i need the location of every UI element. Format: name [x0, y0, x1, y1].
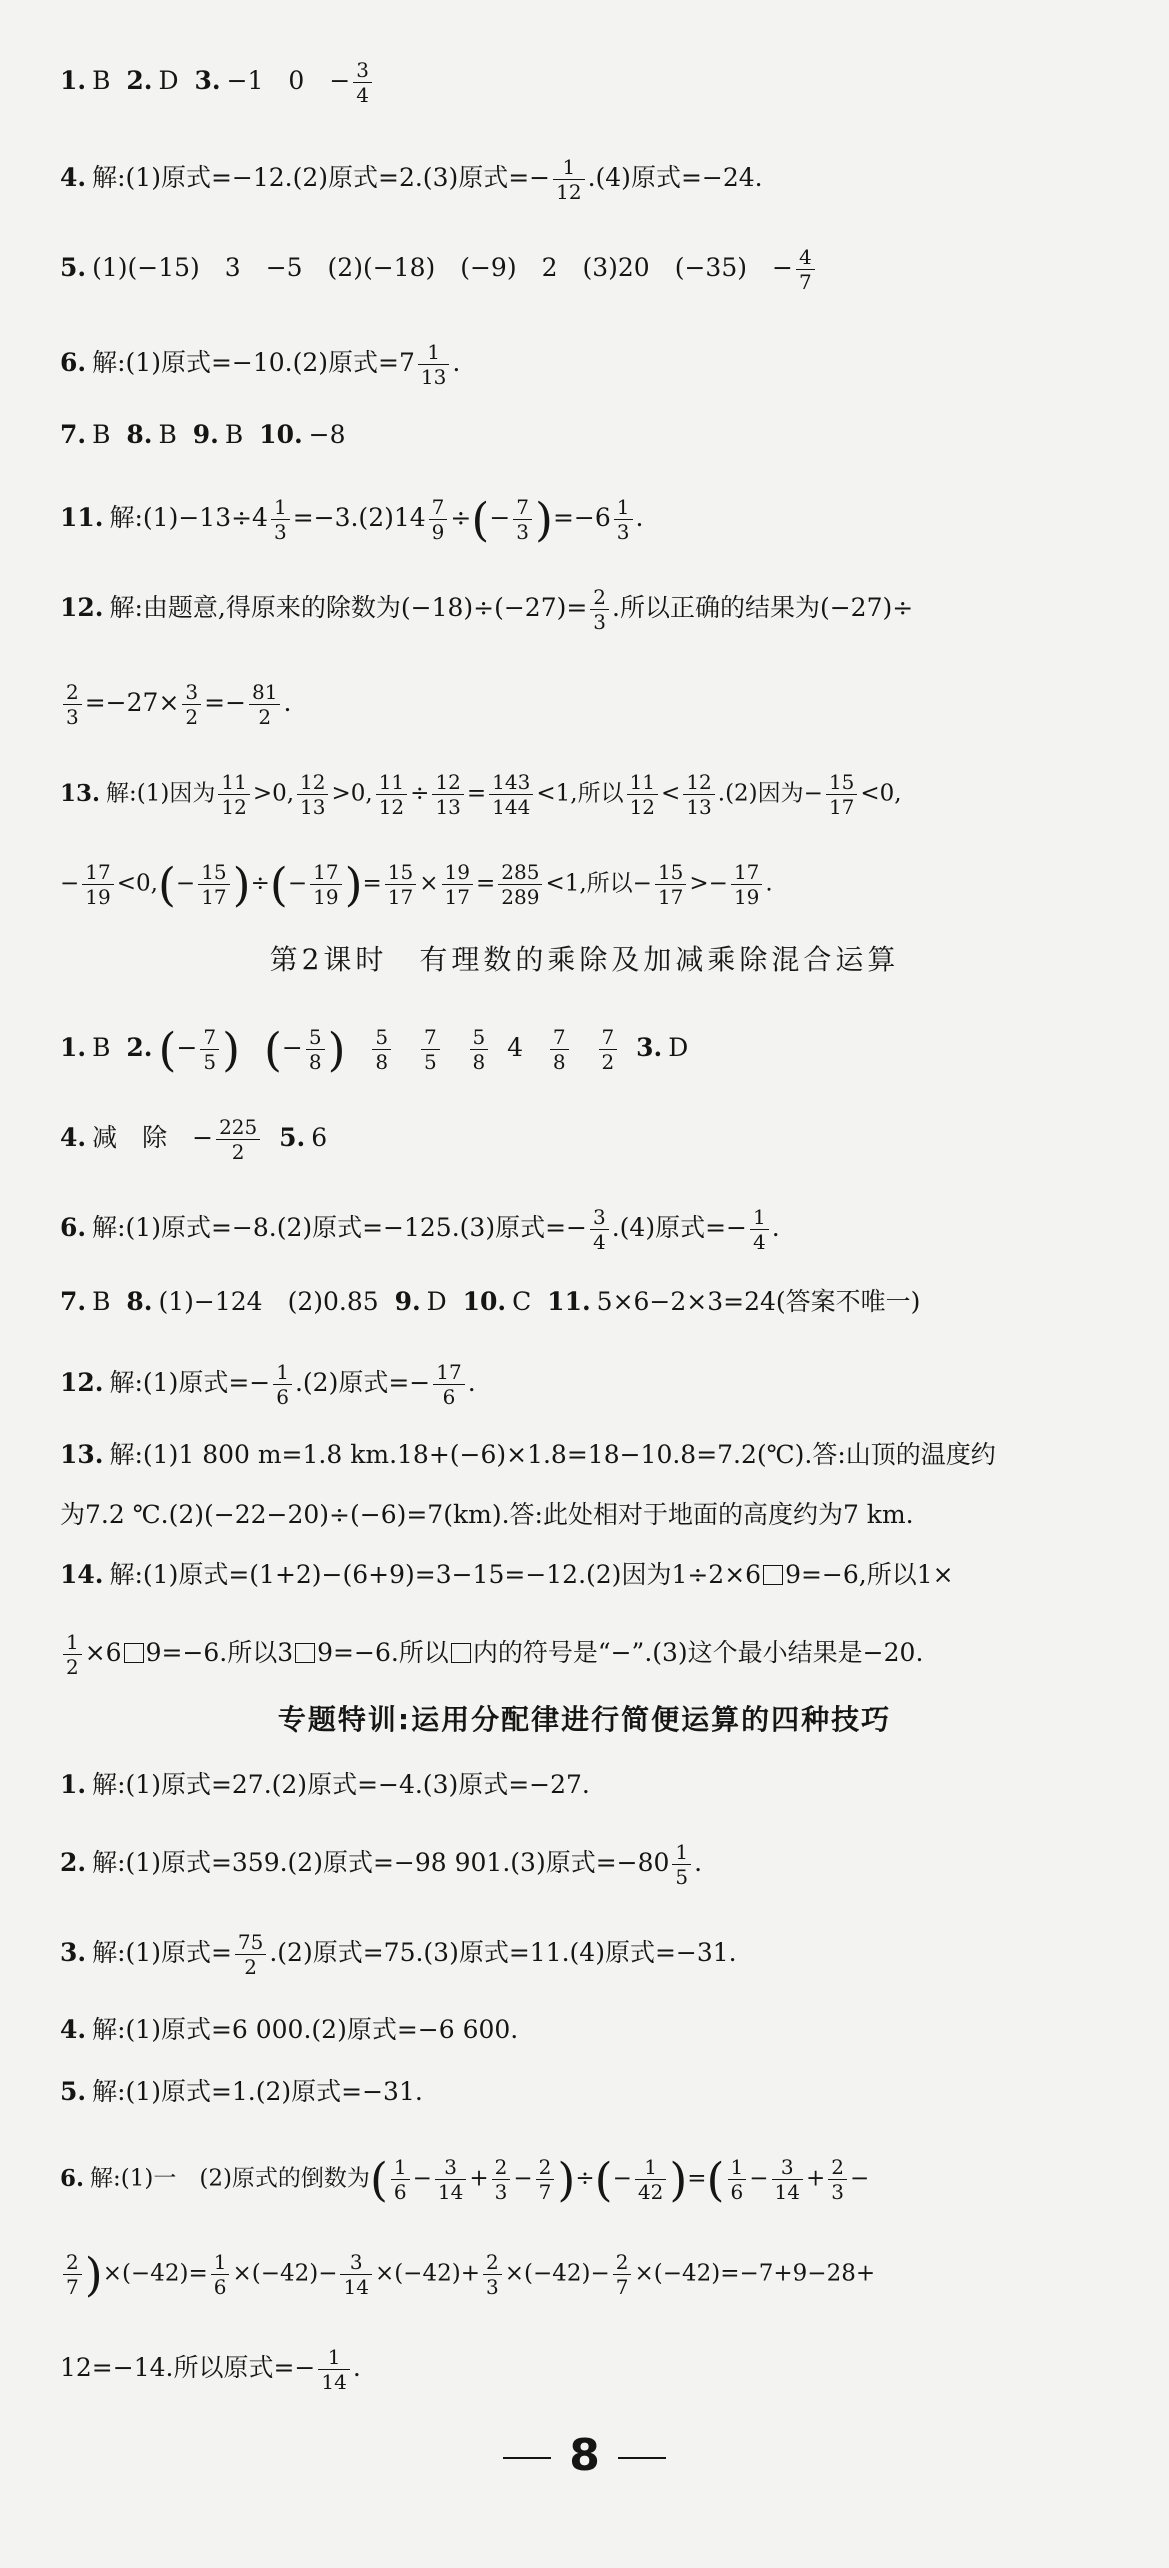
answer-line-13: 13. 解:(1)因为 $\frac{11}{12}$ >0, $\frac{12}{13}$ >0, $\frac{11}{12}$ ÷ $\frac{12}{13}$ = $\frac{143}{144}$ <1,所以 $\frac{11}{12}$ < $\frac{12}{13}$ .(2)因为− $\frac{15}{17}$ <0, [60, 770, 902, 819]
answer-line-14: 14. 解:(1)原式=(1+2)−(6+9)=3−15=−12.(2)因为1÷2×6 9=−6,所以1× [60, 1560, 954, 1589]
answer-line-13: 13. 解:(1)1 800 m=1.8 km.18+(−6)×1.8=18−10.8=7.2(℃).答:山顶的温度约 [60, 1440, 996, 1469]
section-heading: 第2课时 有理数的乘除及加减乘除混合运算 [269, 943, 900, 976]
answer-line-5: 5. (1)(−15) 3 −5 (2)(−18) (−9) 2 (3)20 (−35) − $\frac{4}{7}$ [60, 245, 1115, 294]
blank-box [124, 1643, 144, 1663]
answer-line-14-cont: $\frac{1}{2}$ ×6 9=−6.所以3 9=−6.所以 内的符号是“−”.(3)这个最小结果是−20. [60, 1630, 1115, 1679]
answer-line-6-end: 12=−14.所以原式=− $\frac{1}{14}$ . [60, 2345, 361, 2394]
answer-line-6-cont: $\frac{2}{7}$ )×(−42)= $\frac{1}{6}$ ×(−42)− $\frac{3}{14}$ ×(−42)+ $\frac{2}{3}$ ×(−42)− $\frac{2}{7}$ ×(−42)=−7+9−28+ [60, 2250, 1115, 2299]
answer-line-6: 6. 解:(1)原式=−10.(2)原式=7 $\frac{1}{13}$ . [60, 340, 461, 389]
answer-line-1: 1. 解:(1)原式=27.(2)原式=−4.(3)原式=−27. [60, 1770, 590, 1799]
answer-line-6: 6. 解:(1)一 (2)原式的倒数为( $\frac{1}{6}$ − $\frac{3}{14}$ + $\frac{2}{3}$ − $\frac{2}{7}$ )÷(− $\frac{1}{42}$ )=( $\frac{1}{6}$ − $\frac{3}{14}$ + $\frac{2}{3}$ − [60, 2152, 870, 2207]
dash-decoration [618, 2457, 666, 2459]
section-heading: 专题特训:运用分配律进行简便运算的四种技巧 [277, 1703, 892, 1736]
answer-line-11: 11. 解:(1)−13÷4 $\frac{1}{3}$ =−3.(2)14 $\frac{7}{9}$ ÷(− $\frac{7}{3}$ )=−6 $\frac{1}{3}$ . [60, 492, 644, 547]
answer-line-13-cont: − $\frac{17}{19}$ <0,(− $\frac{15}{17}$ )÷(− $\frac{17}{19}$ )= $\frac{15}{17}$ × $\frac{19}{17}$ = $\frac{285}{289}$ <1,所以− $\frac{15}{17}$ >− $\frac{17}{19}$ . [60, 857, 773, 912]
answer-line-6: 6. 解:(1)原式=−8.(2)原式=−125.(3)原式=− $\frac{3}{4}$ .(4)原式=− $\frac{1}{4}$ . [60, 1205, 780, 1254]
answer-line-1-3: 1. B 2. (− $\frac{7}{5}$ ) (− $\frac{5}{8}$ ) $\frac{5}{8}$ $\frac{7}{5}$ $\frac{5}{8}$ 4 $\frac{7}{8}$ $\frac{7}{2}$ 3. D [60, 1022, 689, 1077]
blank-box [451, 1643, 471, 1663]
answer-line-12: 12. 解:(1)原式=− $\frac{1}{6}$ .(2)原式=− $\frac{17}{6}$ . [60, 1360, 476, 1409]
answer-line-4: 4. 解:(1)原式=−12.(2)原式=2.(3)原式=− $\frac{1}{12}$ .(4)原式=−24. [60, 155, 763, 204]
answer-line-7-11: 7. B 8. (1)−124 (2)0.85 9. D 10. C 11. 5×6−2×3=24(答案不唯一) [60, 1287, 921, 1316]
fraction: $\frac{4}{7}$ [796, 245, 815, 294]
answer-line-4-5: 4. 减 除 − $\frac{225}{2}$ 5. 6 [60, 1115, 328, 1164]
answer-line-12: 12. 解:由题意,得原来的除数为(−18)÷(−27)= $\frac{2}{3}$ .所以正确的结果为(−27)÷ [60, 585, 914, 634]
answer-line-12-cont: $\frac{2}{3}$ =−27× $\frac{3}{2}$ =− $\frac{81}{2}$ . [60, 680, 1115, 729]
fraction: $\frac{1}{13}$ [418, 340, 449, 389]
page-number: 8 [0, 2430, 1169, 2481]
answer-line-4: 4. 解:(1)原式=6 000.(2)原式=−6 600. [60, 2015, 519, 2044]
fraction: $\frac{1}{12}$ [553, 155, 584, 204]
answer-line-3: 3. 解:(1)原式= $\frac{75}{2}$ .(2)原式=75.(3)原式=11.(4)原式=−31. [60, 1930, 737, 1979]
blank-box [763, 1565, 783, 1585]
blank-box [295, 1643, 315, 1663]
answer-line-1-3: 1. B 2. D 3. −1 0 − $\frac{3}{4}$ [60, 58, 1115, 107]
dash-decoration [503, 2457, 551, 2459]
answer-line-5: 5. 解:(1)原式=1.(2)原式=−31. [60, 2077, 423, 2106]
answer-line-2: 2. 解:(1)原式=359.(2)原式=−98 901.(3)原式=−80 $\frac{1}{5}$ . [60, 1840, 703, 1889]
answer-line-13-cont: 为7.2 ℃.(2)(−22−20)÷(−6)=7(km).答:此处相对于地面的高度约为7 km. [60, 1500, 914, 1529]
fraction: $\frac{3}{4}$ [353, 58, 372, 107]
answer-line-7-10: 7. B 8. B 9. B 10. −8 [60, 420, 346, 449]
